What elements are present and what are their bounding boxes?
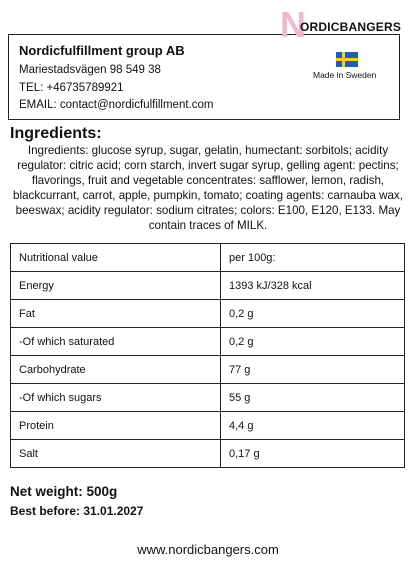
sweden-flag-icon: [336, 52, 358, 67]
nutrition-value: 0,2 g: [221, 328, 405, 356]
table-row: [11, 412, 405, 440]
table-row: [11, 356, 405, 384]
nutrition-value: 1393 kJ/328 kcal: [221, 272, 405, 300]
company-tel: TEL: +46735789921: [19, 82, 124, 94]
table-row: [11, 244, 405, 272]
nutrition-label: Salt: [11, 440, 221, 468]
table-row: [11, 328, 405, 356]
nutrition-label: Energy: [11, 272, 221, 300]
company-email: EMAIL: contact@nordicfulfillment.com: [19, 99, 214, 111]
made-in-label: Made in Sweden: [313, 70, 377, 80]
nutrition-label: Fat: [11, 300, 221, 328]
nutrition-value: 4,4 g: [221, 412, 405, 440]
company-name: Nordicfulfillment group AB: [19, 43, 185, 58]
table-row: [11, 300, 405, 328]
nutrition-value: 77 g: [221, 356, 405, 384]
nutrition-value: 0,2 g: [221, 300, 405, 328]
nutrition-label: -Of which sugars: [11, 384, 221, 412]
nutrition-label: Nutritional value: [11, 244, 221, 272]
nutrition-label: Carbohydrate: [11, 356, 221, 384]
nutrition-label: -Of which saturated: [11, 328, 221, 356]
website-url: www.nordicbangers.com: [137, 542, 279, 557]
nutrition-value: 55 g: [221, 384, 405, 412]
nutrition-value: per 100g:: [221, 244, 405, 272]
best-before: Best before: 31.01.2027: [10, 504, 144, 518]
nutrition-label: Protein: [11, 412, 221, 440]
company-address: Mariestadsvägen 98 549 38: [19, 64, 161, 76]
nordicbangers-logo: [278, 4, 402, 45]
nutrition-table: [10, 243, 405, 468]
table-row: [11, 384, 405, 412]
nutrition-value: 0,17 g: [221, 440, 405, 468]
logo-letter: N: [280, 4, 306, 45]
ingredients-title: Ingredients:: [10, 125, 102, 142]
logo-text: ORDICBANGERS: [300, 20, 402, 34]
table-row: [11, 440, 405, 468]
ingredients-text: Ingredients: glucose syrup, sugar, gelatin, humectant: sorbitols; acidity regulator: citric acid; corn starch, invert sugar syrup, gelling agent: pectins; flavorings, fruit and vegetable concentrates: safflower, lemon, radish, blackcurrant, carrot, apple, pumpkin, tomato; coating agents: carnauba wax, beeswax; acidity regulator: sodium citrates; colors: E100, E120, E133. May contain traces of MILK.: [13, 144, 403, 232]
table-row: [11, 272, 405, 300]
net-weight: Net weight: 500g: [10, 484, 118, 499]
